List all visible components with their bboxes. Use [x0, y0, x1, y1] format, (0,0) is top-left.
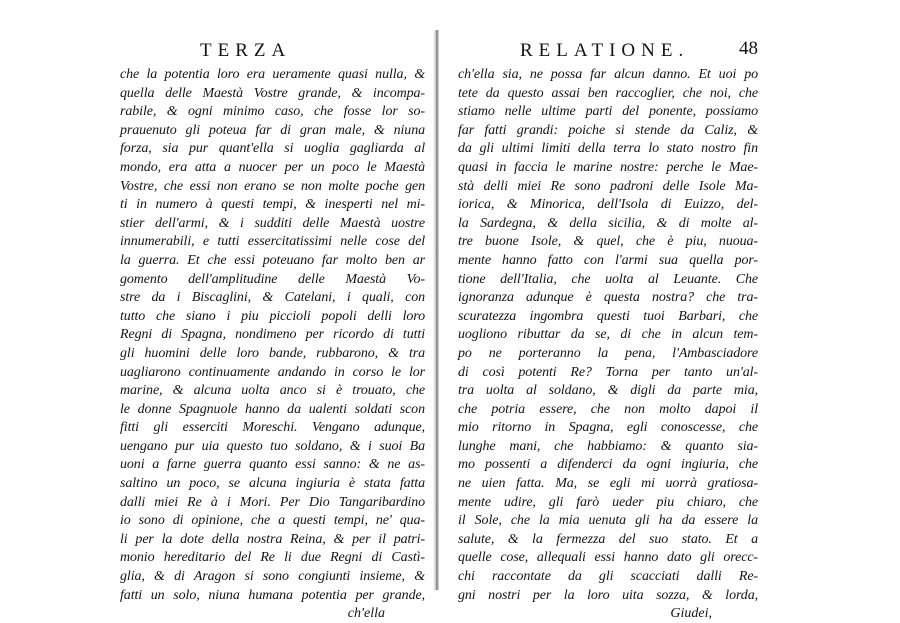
text-line: tutto che siano i piu piccioli popoli delli loro [120, 308, 425, 324]
text-line: saltino un poco, se alcuna ingiuria è stata fatta [120, 476, 425, 492]
text-line: dalli miei Re à i Mori. Per Dio Tangaribardino [120, 494, 425, 510]
text-line: la Sardegna, & della sicilia, & di molte al- [458, 215, 758, 231]
text-line: glia, & di Aragon si sono congiunti insieme, & [120, 569, 425, 585]
text-line: ignoranza adunque è questa nostra? che tra- [458, 290, 758, 306]
right-running-head [458, 34, 758, 64]
left-running-head [120, 34, 425, 64]
text-line: quelle cose, allequali essi hanno dato gli orecc- [458, 550, 758, 566]
text-line: Vostre, che essi non erano se non molte poche gen [120, 178, 425, 194]
text-line: tra uolta al soldano, & digli da parte mia, [458, 383, 758, 399]
text-line: gomento dell'amplitudine delle Maestà Vo- [120, 271, 425, 287]
text-line: chi raccontate da gli scacciati dalli Re- [458, 569, 758, 585]
text-line: gni nostri per la loro uita sozza, & lorda, [458, 587, 758, 603]
text-line: mo possenti a difenderci da ogni ingiuria, che [458, 457, 758, 473]
text-line: quasi in faccia le marine nostre: perche le Mae- [458, 159, 758, 175]
right-page [458, 34, 758, 623]
text-line: tre buone Isole, & quel, che è piu, nuoua- [458, 234, 758, 250]
left-catchword: ch'ella [347, 606, 385, 622]
left-page [120, 34, 425, 623]
text-line: ti in numero à questi tempi, & inesperti nel mi- [120, 197, 425, 213]
text-line: che la potentia loro era ueramente quasi nulla, & [120, 67, 425, 82]
text-line: po ne porteranno la pena, l'Ambasciadore [458, 345, 758, 361]
text-line: iorica, & Minorica, dell'Isola di Euizzo, del- [458, 197, 758, 213]
text-line: mente hanno fatto con l'armi sua quella por- [458, 252, 758, 268]
text-line: monio hereditario del Re li due Regni di Castì- [120, 550, 425, 566]
text-line: stier dell'armi, & i sudditi delle Maestà uostre [120, 215, 425, 231]
text-line: mio ritorno in Spagna, egli conoscesse, che [458, 420, 758, 436]
text-line: il Sole, che la mia uenuta gli ha da essere la [458, 513, 758, 529]
text-line: che potria essere, che non molto dapoi il [458, 401, 758, 417]
text-line: uoni a farne guerra quanto essi sanno: & ne as- [120, 457, 425, 473]
text-line: far fatti grandi: poiche si stende da Caliz, & [458, 122, 758, 138]
text-line: stiamo nelle ultime parti del ponente, possiamo [458, 104, 758, 120]
right-running-head-title: RELATIONE. [520, 40, 690, 61]
text-line: tione dell'Italia, che uolta al Leuante. Che [458, 271, 758, 287]
left-page-text [120, 66, 425, 605]
text-line: scuratezza ingombra questi tuoi Barbari, che [458, 308, 758, 324]
text-line: salute, & la fermezza del suo stato. Et a [458, 531, 758, 547]
text-line: da gli ultimi limiti della terra lo stato nostro fin [458, 141, 758, 157]
text-line: ch'ella sia, ne possa far alcun danno. Et uoi po [458, 67, 758, 82]
text-line: ne uien fatta. Ma, se egli mi uorrà gratiosa- [458, 476, 758, 492]
text-line: gli huomini delle loro bande, rubbarono, & tra [120, 345, 425, 361]
text-line: forza, sia pur quant'ella si uoglia gagliarda al [120, 141, 425, 157]
text-line: li per la dote della nostra Reina, & per il patri- [120, 531, 425, 547]
text-line: tete da questo assai ben raccoglier, che noi, che [458, 85, 758, 101]
text-line: la guerra. Et che essi poteuano far molto ben ar [120, 252, 425, 268]
text-line: fatti un solo, niuna humana potentia per grande, [120, 587, 425, 603]
left-running-head-title: TERZA [200, 40, 292, 61]
text-line: stà delli miei Re sono padroni delle Isole Ma- [458, 178, 758, 194]
page-number: 48 [739, 38, 758, 59]
text-line: le donne Spagnuole hanno da ualenti soldati scon [120, 401, 425, 417]
text-line: di così potenti Re? Torna per tanto un'al- [458, 364, 758, 380]
text-line: mente udire, gli farò ueder piu chiaro, che [458, 494, 758, 510]
text-line: rabile, & ogni minimo caso, che fosse lor so- [120, 104, 425, 120]
text-line: lunghe mani, che habbiamo: & quanto sia- [458, 438, 758, 454]
text-line: uengano pur uia questo tuo soldano, & i suoi Ba [120, 438, 425, 454]
right-page-text [458, 66, 758, 605]
text-line: quella delle Maestà Vostre grande, & incompa- [120, 85, 425, 101]
book-gutter [433, 30, 439, 590]
text-line: Regni di Spagna, nondimeno per ricordo di tutti [120, 327, 425, 343]
text-line: stre da i Biscaglini, & Catelani, i quali, con [120, 290, 425, 306]
right-catchword: Giudei, [670, 606, 712, 622]
text-line: prauenuto gli poteua far di gran male, & niuna [120, 122, 425, 138]
text-line: uogliono ributtar da se, di che in alcun tem- [458, 327, 758, 343]
text-line: marine, & alcuna uolta anco si è trouato, che [120, 383, 425, 399]
text-line: io sono di opinione, che a questi tempi, ne' qua- [120, 513, 425, 529]
text-line: uagliarono continuamente andando in corso le lor [120, 364, 425, 380]
text-line: innumerabili, e tutti essercitatissimi nelle cose del [120, 234, 425, 250]
text-line: fitti gli esserciti Moreschi. Vengano adunque, [120, 420, 425, 436]
text-line: mondo, era atta a nuocer per un poco le Maestà [120, 159, 425, 175]
